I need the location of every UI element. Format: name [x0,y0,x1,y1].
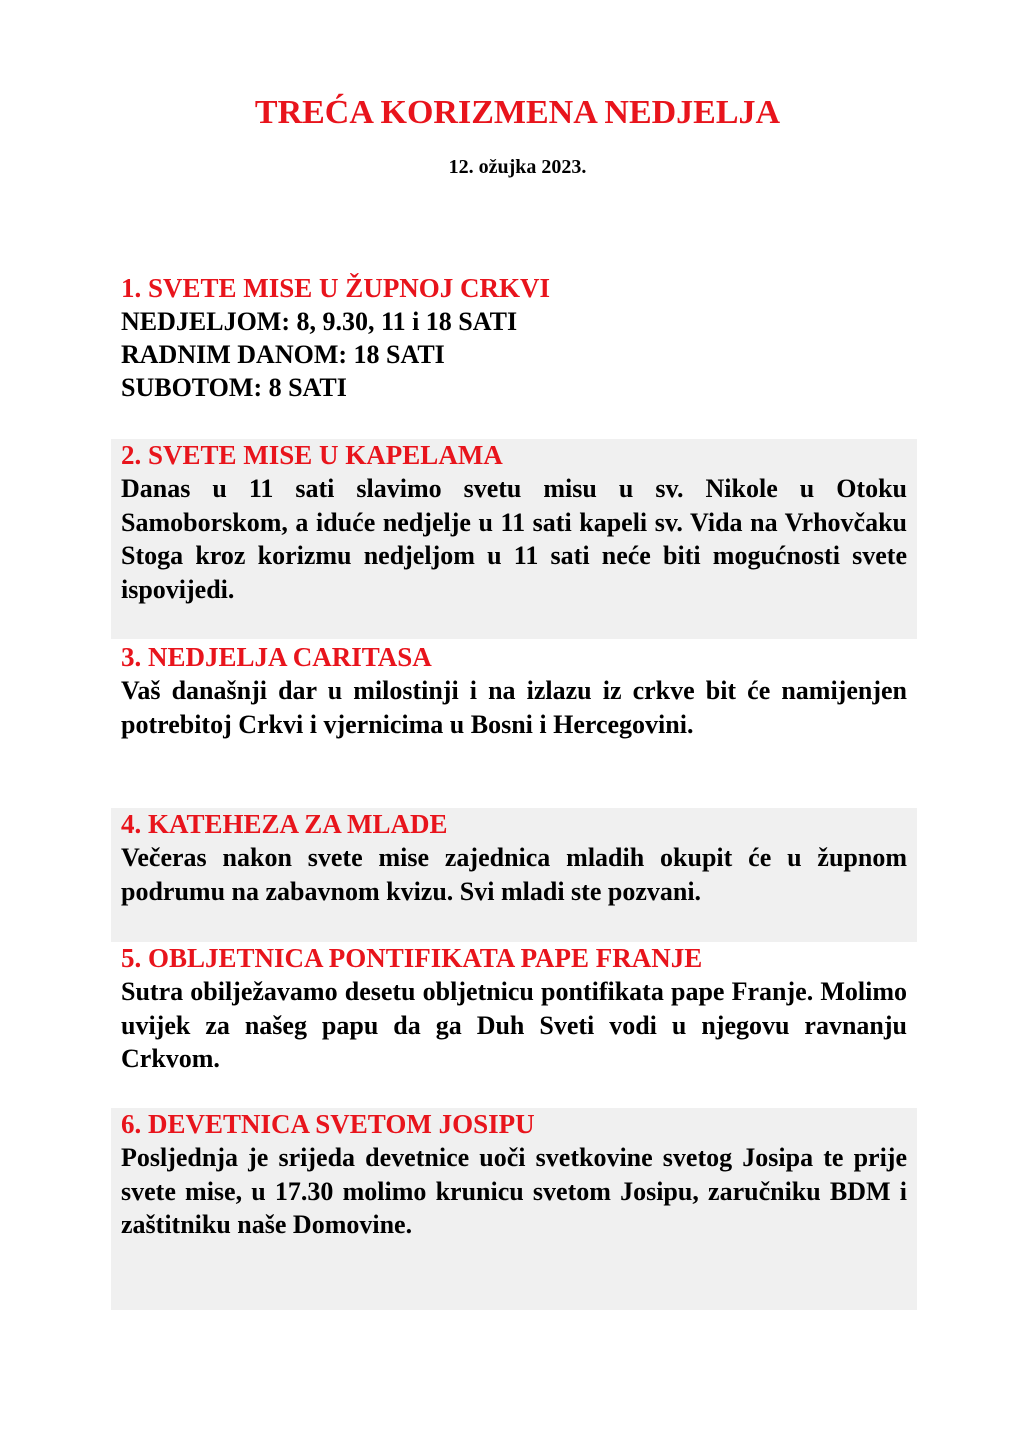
section-heading: 2. SVETE MISE U KAPELAMA [121,440,503,470]
section-heading: 6. DEVETNICA SVETOM JOSIPU [121,1109,535,1139]
section-text: Večeras nakon svete mise zajednica mladih okupit će u župnom podrumu na zabavnom kvizu. Svi mladi ste pozvani. [121,843,907,906]
section-pontificate-anniversary [111,942,917,1108]
schedule-weekday: RADNIM DANOM: 18 SATI [121,340,445,369]
section-parish-masses [111,272,917,408]
section-heading: 4. KATEHEZA ZA MLADE [121,809,448,839]
section-text: Posljednja je srijeda devetnice uoči svetkovine svetog Josipa te prije svete mise, u 17.30 molimo krunicu svetom Josipu, zaručniku BDM i zaštitniku naše Domovine. [121,1143,907,1239]
page-date: 12. ožujka 2023. [448,156,587,178]
section-caritas-sunday [111,641,917,801]
section-youth-catechesis [111,808,917,942]
section-text: Danas u 11 sati slavimo svetu misu u sv. Nikole u Otoku Samoborskom, a iduće nedjelje u 11 sati kapeli sv. Vida na Vrhovčaku Stoga kroz korizmu nedjeljom u 11 sati neće biti mogućnosti svete ispovijedi. [121,474,907,604]
section-chapel-masses [111,439,917,639]
schedule-saturday: SUBOTOM: 8 SATI [121,373,347,402]
section-heading: 5. OBLJETNICA PONTIFIKATA PAPE FRANJE [121,943,703,973]
section-novena-st-joseph [111,1108,917,1310]
schedule-sunday: NEDJELJOM: 8, 9.30, 11 i 18 SATI [121,307,518,336]
page-title: TREĆA KORIZMENA NEDJELJA [254,94,781,131]
section-heading: 3. NEDJELJA CARITASA [121,642,432,672]
section-heading: 1. SVETE MISE U ŽUPNOJ CRKVI [121,273,551,303]
section-text: Sutra obilježavamo desetu obljetnicu pontifikata pape Franje. Molimo uvijek za našeg papu da ga Duh Sveti vodi u njegovu ravnanju Crkvom. [121,977,907,1073]
section-text: Vaš današnji dar u milostinji i na izlazu iz crkve bit će namijenjen potrebitoj Crkvi i vjernicima u Bosni i Hercegovini. [121,676,907,739]
